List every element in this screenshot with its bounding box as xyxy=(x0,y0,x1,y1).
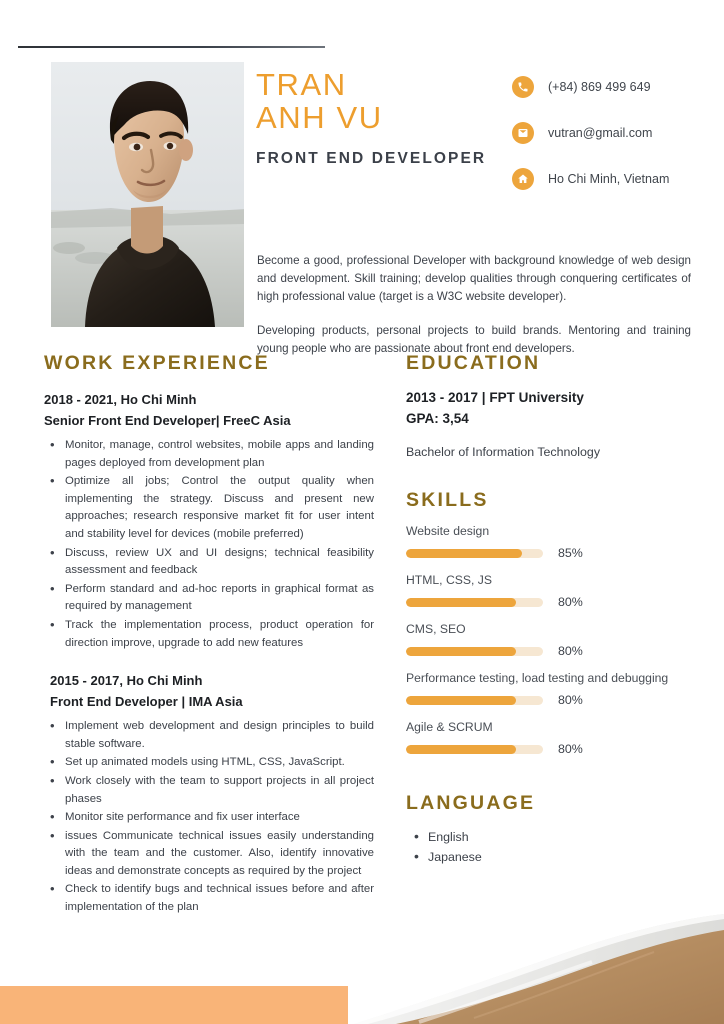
work-experience-heading: WORK EXPERIENCE xyxy=(44,352,270,374)
home-icon xyxy=(512,168,534,190)
profile-summary xyxy=(257,252,691,358)
skill-progress-fill xyxy=(406,598,516,607)
skill-progress-fill xyxy=(406,647,516,656)
language-heading: LANGUAGE xyxy=(406,792,536,814)
skill-percent: 80% xyxy=(558,693,583,707)
resume-header xyxy=(0,62,724,355)
skill-percent: 80% xyxy=(558,644,583,658)
language-section xyxy=(406,792,718,867)
skill-item xyxy=(406,671,718,707)
list-item: • Japanese xyxy=(406,847,718,867)
job-1-title: Senior Front End Developer| FreeC Asia xyxy=(44,413,291,428)
contact-list xyxy=(512,70,724,208)
job-2-title: Front End Developer | IMA Asia xyxy=(50,694,243,710)
skill-percent: 85% xyxy=(558,546,583,560)
skill-label: CMS, SEO xyxy=(406,622,466,636)
full-name xyxy=(256,68,506,134)
skill-progress-track xyxy=(406,549,543,558)
contact-email[interactable] xyxy=(512,116,724,149)
job-1-period: 2018 - 2021, Ho Chi Minh xyxy=(44,392,197,407)
list-item: • Set up animated models using HTML, CSS, JavaScript. xyxy=(44,754,374,772)
skill-progress-track xyxy=(406,745,543,754)
skills-heading: SKILLS xyxy=(406,489,489,511)
phone-icon xyxy=(512,76,534,98)
top-divider-line xyxy=(18,46,325,48)
job-role-title: FRONT END DEVELOPER xyxy=(256,150,487,167)
job-entry-1 xyxy=(44,389,374,652)
list-item: • Work closely with the team to support projects in all project phases xyxy=(44,773,374,808)
right-column xyxy=(406,352,718,867)
skill-progress-fill xyxy=(406,696,516,705)
skill-label: HTML, CSS, JS xyxy=(406,573,493,587)
list-item: • Check to identify bugs and technical issues before and after implementation of the plan xyxy=(44,881,374,916)
skill-percent: 80% xyxy=(558,742,583,756)
list-item: • Monitor site performance and fix user interface xyxy=(44,809,374,827)
contact-address-value: Ho Chi Minh, Vietnam xyxy=(548,171,670,186)
list-item: • issues Communicate technical issues easily understanding with the team and the customer. Also, identify innovative ideas and demonstrate concepts as required by the project xyxy=(44,828,374,881)
list-item: • Perform standard and ad-hoc reports in graphical format as required by management xyxy=(44,581,374,616)
email-icon xyxy=(512,122,534,144)
skills-section xyxy=(406,489,718,756)
skill-progress-track xyxy=(406,647,543,656)
language-list xyxy=(406,827,718,867)
list-item: • Optimize all jobs; Control the output quality when implementing the strategy. Discuss and present new approaches; research responsive market fit for user intent and stability level for devices (mobile preferred) xyxy=(44,473,374,543)
job-entry-2 xyxy=(44,670,374,917)
contact-phone[interactable] xyxy=(512,70,724,103)
left-column xyxy=(44,352,374,921)
avatar xyxy=(51,62,244,327)
list-item: • English xyxy=(406,827,718,847)
list-item: • Monitor, manage, control websites, mobile apps and landing pages deployed from development plan xyxy=(44,437,374,472)
skill-item xyxy=(406,524,718,560)
skill-percent: 80% xyxy=(558,595,583,609)
education-period-school: 2013 - 2017 | FPT University xyxy=(406,390,584,405)
job-2-period: 2015 - 2017, Ho Chi Minh xyxy=(50,673,203,689)
skill-label: Agile & SCRUM xyxy=(406,720,493,734)
education-gpa: GPA: 3,54 xyxy=(406,411,469,426)
skill-progress-track xyxy=(406,598,543,607)
skill-progress-track xyxy=(406,696,543,705)
last-name: ANH VU xyxy=(256,100,383,135)
list-item: • Discuss, review UX and UI designs; technical feasibility assessment and feedback xyxy=(44,545,374,580)
contact-address[interactable] xyxy=(512,162,724,195)
job-2-bullets xyxy=(44,718,374,917)
list-item: • Implement web development and design principles to build stable software. xyxy=(44,718,374,753)
summary-paragraph-2: Developing products, personal projects to build brands. Mentoring and training young people who are passionate about front end developers. xyxy=(257,323,691,355)
summary-paragraph-1: Become a good, professional Developer with background knowledge of web design and development. Skill training; develop qualities through conquering certificates of high professional value (target is a W3C website developer). xyxy=(257,254,691,304)
skill-item xyxy=(406,573,718,609)
skill-item xyxy=(406,720,718,756)
bottom-accent-bar xyxy=(0,986,348,1024)
list-item: • Track the implementation process, product operation for direction improve, upgrade to add new features xyxy=(44,617,374,652)
education-heading: EDUCATION xyxy=(406,352,541,374)
portrait-photo-illustration xyxy=(51,62,244,327)
job-1-bullets xyxy=(44,437,374,652)
skill-progress-fill xyxy=(406,549,522,558)
skill-progress-fill xyxy=(406,745,516,754)
skill-item xyxy=(406,622,718,658)
contact-email-value: vutran@gmail.com xyxy=(548,125,653,140)
contact-phone-value: (+84) 869 499 649 xyxy=(548,79,651,94)
torn-paper-decoration xyxy=(324,914,724,1024)
skill-label: Performance testing, load testing and debugging xyxy=(406,671,669,685)
skill-label: Website design xyxy=(406,524,490,538)
education-degree: Bachelor of Information Technology xyxy=(406,445,601,459)
first-name: TRAN xyxy=(256,67,347,102)
